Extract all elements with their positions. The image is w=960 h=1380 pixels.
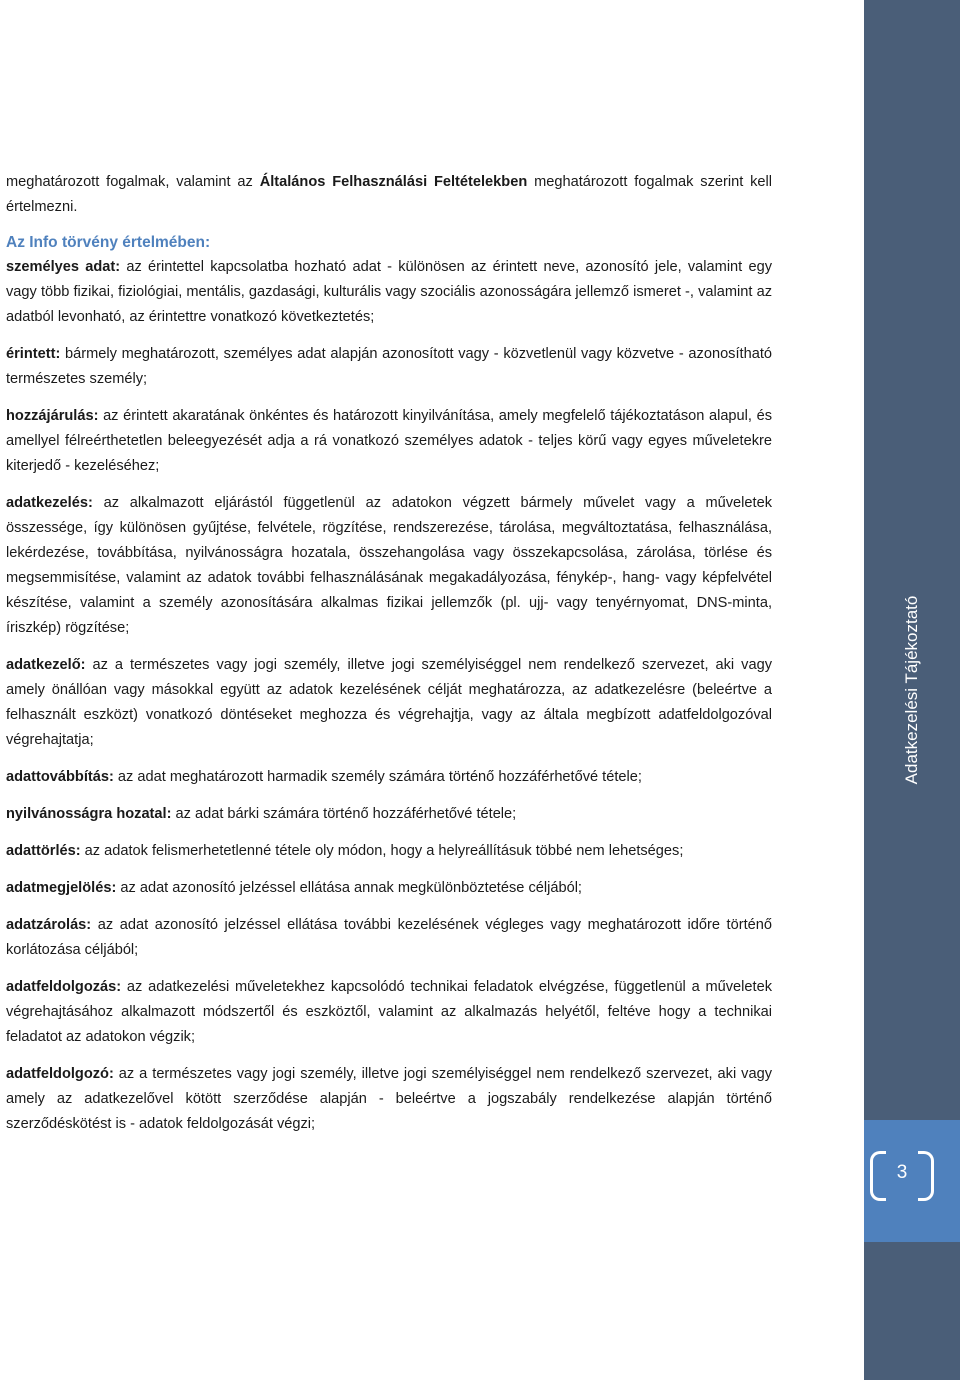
definition-item: [6, 653, 772, 753]
definition-item: [6, 913, 772, 963]
definition-term: személyes adat:: [6, 259, 121, 275]
definition-item: [6, 765, 772, 790]
definition-item: [6, 839, 772, 864]
definition-item: [6, 1062, 772, 1137]
definition-text: az alkalmazott eljárástól függetlenül az adatokon végzett bármely művelet vagy a műveletek összessége, így különösen gyűjtése, felvétele, rögzítése, rendszerezése, tárolása, megváltoztatása, felhasználása, lekérdezése, továbbítása, nyilvánosságra hozatala, összehangolása vagy összekapcsolása, zárolása, törlése és megsemmisítése, valamint az adatok további felhasználásának megakadályozása, fénykép-, hang- vagy képfelvétel készítése, valamint a személy azonosítására alkalmas fizikai jellemzők (pl. ujj- vagy tenyérnyomat, DNS-minta, íriszkép) rögzítése;: [6, 495, 772, 636]
definition-text: az érintett akaratának önkéntes és határozott kinyilvánítása, amely megfelelő tájékoztatáson alapul, és amellyel félreérthetetlen beleegyezését adja a rá vonatkozó személyes adatok - teljes körű vagy egyes műveletekre kiterjedő - kezeléséhez;: [6, 408, 772, 474]
definition-item: [6, 404, 772, 479]
definition-term: hozzájárulás:: [6, 408, 99, 424]
definition-text: az adat meghatározott harmadik személy számára történő hozzáférhetővé tétele;: [113, 769, 642, 785]
definition-term: adatkezelés:: [6, 495, 93, 511]
definition-text: az adatok felismerhetetlenné tétele oly módon, hogy a helyreállításuk többé nem lehetséges;: [80, 843, 684, 859]
definition-text: bármely meghatározott, személyes adat alapján azonosított vagy - közvetlenül vagy közvetve - azonosítható természetes személy;: [6, 346, 772, 387]
definition-term: nyilvánosságra hozatal:: [6, 806, 172, 822]
definition-text: az a természetes vagy jogi személy, illetve jogi személyiséggel nem rendelkező szervezet, aki vagy amely önállóan vagy másokkal együtt az adatok kezelésének célját meghatározza, az adatkezelésre (beleértve a felhasznált eszközt) vonatkozó döntéseket meghozza és végrehajtja, vagy az általa megbízott adatfeldolgozóval végrehajtatja;: [6, 657, 772, 748]
definition-item: [6, 255, 772, 330]
definition-text: az adat azonosító jelzéssel ellátása további kezelésének végleges vagy meghatározott időre történő korlátozása céljából;: [6, 917, 772, 958]
definition-term: adatkezelő:: [6, 657, 86, 673]
definition-item: [6, 342, 772, 392]
section-heading: Az Info törvény értelmében:: [6, 234, 211, 251]
intro-text-bold: Általános Felhasználási Feltételekben: [259, 174, 528, 190]
intro-text-post: meghatározott fogalmak szerint kell értelmezni.: [6, 174, 772, 215]
definition-text: az adat azonosító jelzéssel ellátása annak megkülönböztetése céljából;: [116, 880, 582, 896]
definition-term: adattovábbítás:: [6, 769, 114, 785]
definition-text: az adat bárki számára történő hozzáférhetővé tétele;: [171, 806, 517, 822]
definition-term: adatfeldolgozás:: [6, 979, 122, 995]
definition-item: [6, 876, 772, 901]
definition-term: érintett:: [6, 346, 61, 362]
page-number: 3: [896, 1162, 908, 1183]
definition-term: adattörlés:: [6, 843, 81, 859]
definition-item: [6, 802, 772, 827]
definition-item: [6, 975, 772, 1050]
intro-text-pre: meghatározott fogalmak, valamint az: [6, 174, 260, 190]
definition-text: az érintettel kapcsolatba hozható adat - különösen az érintett neve, azonosító jele, valamint egy vagy több fizikai, fiziológiai, mentális, gazdasági, kulturális vagy szociális azonosságára jellemző ismeret -, valamint az adatból levonható, az érintettre vonatkozó következtetés;: [6, 259, 772, 325]
sidebar-title: Adatkezelési Tájékoztató: [902, 595, 921, 785]
definition-term: adatmegjelölés:: [6, 880, 117, 896]
definition-text: az a természetes vagy jogi személy, illetve jogi személyiséggel nem rendelkező szervezet, aki vagy amely az adatkezelővel kötött szerződése alapján - beleértve a jogszabály rendelkezése alapján történő szerződéskötést is - adatok feldolgozását végzi;: [6, 1066, 772, 1132]
intro-paragraph: [6, 170, 772, 220]
definition-term: adatfeldolgozó:: [6, 1066, 114, 1082]
page-number-box: [864, 1120, 960, 1242]
definition-item: [6, 491, 772, 641]
document-body: [6, 170, 772, 1149]
definition-text: az adatkezelési műveletekhez kapcsolódó technikai feladatok elvégzése, függetlenül a műveletek végrehajtásához alkalmazott módszertől és eszköztől, valamint az alkalmazás helyétől, feltéve hogy a technikai feladatot az adatokon végzik;: [6, 979, 772, 1045]
definition-term: adatzárolás:: [6, 917, 92, 933]
